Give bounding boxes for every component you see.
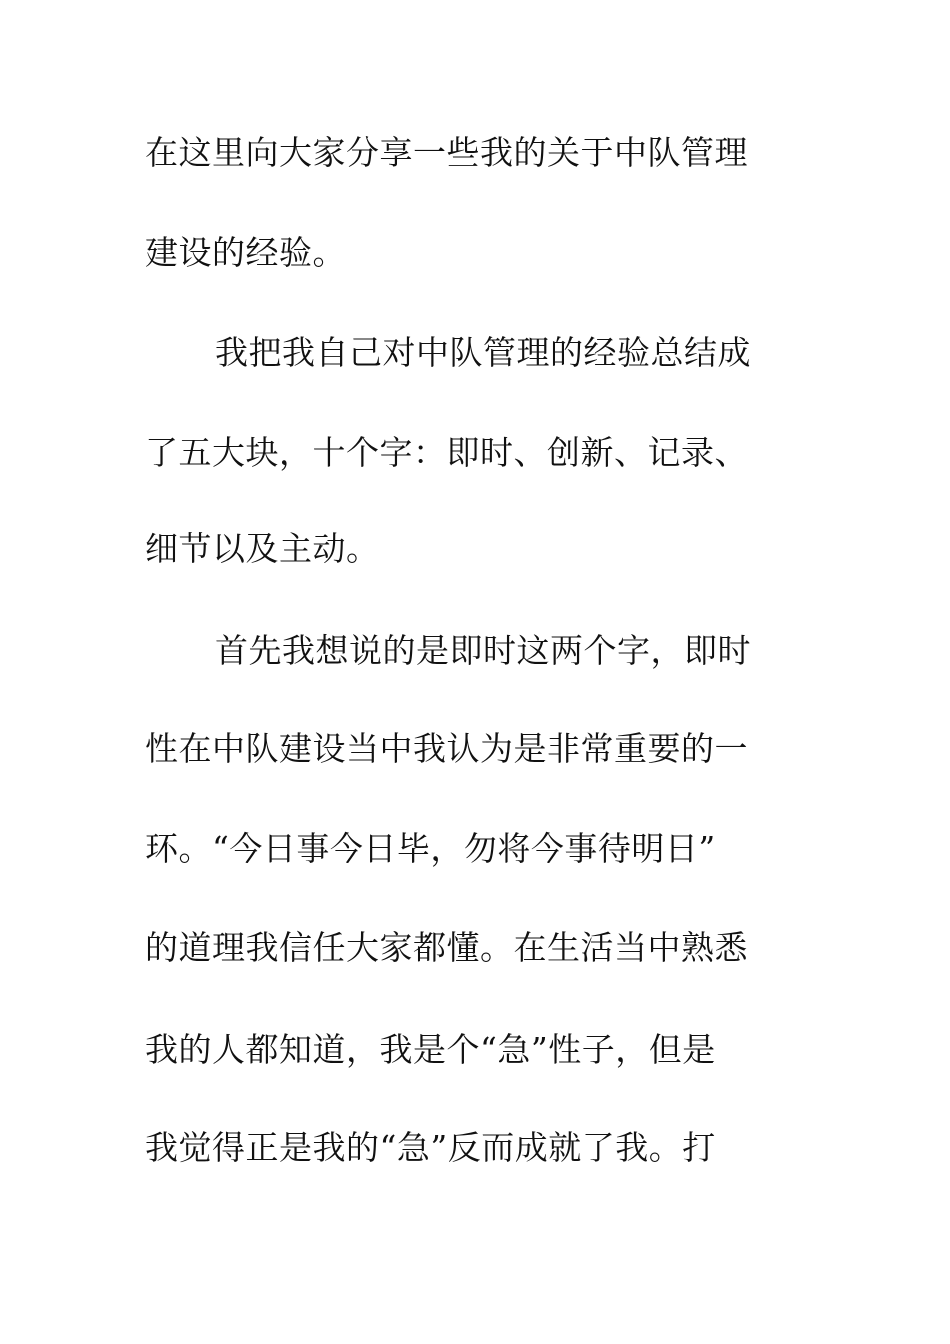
text-line: 环。“今日事今日毕，勿将今事待明日” bbox=[145, 829, 716, 868]
paragraph-start-line: 首先我想说的是即时这两个字，即时 bbox=[215, 631, 751, 670]
paragraph-start-line: 我把我自己对中队管理的经验总结成 bbox=[215, 333, 751, 372]
text-line: 建设的经验。 bbox=[145, 233, 346, 272]
text-line: 的道理我信任大家都懂。在生活当中熟悉 bbox=[145, 928, 748, 967]
text-line: 性在中队建设当中我认为是非常重要的一 bbox=[145, 729, 748, 768]
text-line: 细节以及主动。 bbox=[145, 529, 380, 568]
text-line: 我觉得正是我的“急”反而成就了我。打 bbox=[145, 1128, 716, 1167]
text-line: 我的人都知道，我是个“急”性子，但是 bbox=[145, 1030, 716, 1069]
text-line: 了五大块，十个字：即时、创新、记录、 bbox=[145, 433, 748, 472]
text-line: 在这里向大家分享一些我的关于中队管理 bbox=[145, 133, 748, 172]
